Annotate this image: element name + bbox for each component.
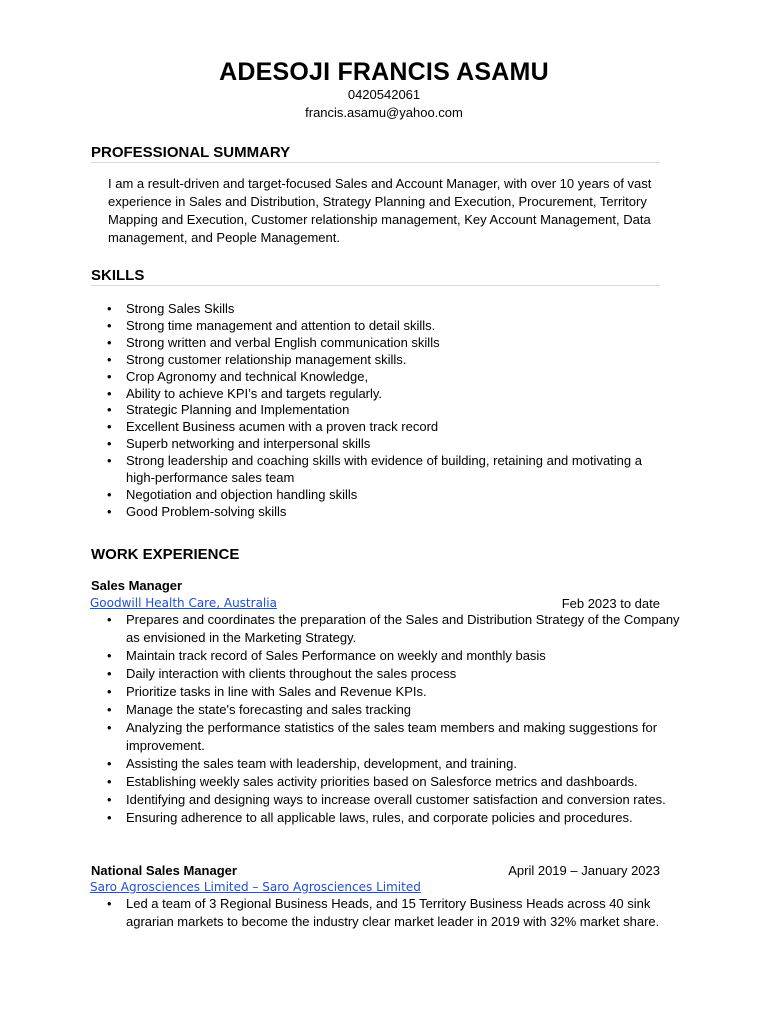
- skill-item: • Negotiation and objection handling skills: [107, 487, 667, 504]
- job-dates: April 2019 – January 2023: [508, 863, 660, 878]
- skill-item: • Good Problem-solving skills: [107, 504, 667, 521]
- summary-divider: [91, 162, 660, 163]
- skill-item: • Strong written and verbal English communication skills: [107, 335, 667, 352]
- email-address: francis.asamu@yahoo.com: [305, 105, 463, 120]
- duties-list: [107, 895, 672, 931]
- skill-item: • Crop Agronomy and technical Knowledge,: [107, 369, 667, 386]
- summary-heading: PROFESSIONAL SUMMARY: [91, 144, 291, 161]
- summary-line: management, and People Management.: [108, 230, 340, 245]
- duty-item: • Establishing weekly sales activity priorities based on Salesforce metrics and dashboards.: [107, 773, 682, 791]
- duty-item: • Manage the state's forecasting and sales tracking: [107, 701, 682, 719]
- job-title: Sales Manager: [91, 578, 183, 593]
- summary-line: Mapping and Execution, Customer relationship management, Key Account Management, Data: [108, 212, 651, 227]
- company-link[interactable]: Goodwill Health Care, Australia: [90, 596, 277, 610]
- skill-item: • Superb networking and interpersonal skills: [107, 436, 667, 453]
- phone-number: 0420542061: [347, 87, 421, 102]
- skill-item: • Strong customer relationship management skills.: [107, 352, 667, 369]
- skill-item: • Strategic Planning and Implementation: [107, 402, 667, 419]
- job-dates: Feb 2023 to date: [561, 596, 660, 611]
- duty-item: • Prepares and coordinates the preparation of the Sales and Distribution Strategy of the Company as envisioned in the Marketing Strategy.: [107, 611, 682, 647]
- summary-text: [108, 175, 668, 247]
- duty-item: • Assisting the sales team with leadership, development, and training.: [107, 755, 682, 773]
- duty-item: • Prioritize tasks in line with Sales and Revenue KPIs.: [107, 683, 682, 701]
- summary-line: experience in Sales and Distribution, Strategy Planning and Execution, Procurement, Territory: [108, 194, 647, 209]
- duty-item: • Daily interaction with clients throughout the sales process: [107, 665, 682, 683]
- experience-heading: WORK EXPERIENCE: [91, 546, 240, 563]
- summary-line: I am a result-driven and target-focused Sales and Account Manager, with over 10 years of vast: [108, 176, 652, 191]
- skills-divider: [91, 285, 660, 286]
- skill-item: • Strong leadership and coaching skills with evidence of building, retaining and motivating a high-performance sales team: [107, 453, 667, 487]
- job-title: National Sales Manager: [91, 863, 237, 878]
- skill-item: • Ability to achieve KPI’s and targets regularly.: [107, 386, 667, 403]
- company-link[interactable]: Saro Agrosciences Limited – Saro Agrosciences Limited: [90, 880, 421, 894]
- duty-item: • Ensuring adherence to all applicable laws, rules, and corporate policies and procedures.: [107, 809, 682, 827]
- skill-item: • Strong time management and attention to detail skills.: [107, 318, 667, 335]
- duties-list: [107, 611, 682, 827]
- duty-item: • Identifying and designing ways to increase overall customer satisfaction and conversion rates.: [107, 791, 682, 809]
- duty-item: • Led a team of 3 Regional Business Heads, and 15 Territory Business Heads across 40 sink agrarian markets to become the industry clear market leader in 2019 with 32% market share.: [107, 895, 672, 931]
- candidate-name: ADESOJI FRANCIS ASAMU: [219, 58, 549, 86]
- duty-item: • Analyzing the performance statistics of the sales team members and making suggestions for improvement.: [107, 719, 682, 755]
- skills-heading: SKILLS: [91, 267, 145, 284]
- skills-list: [107, 301, 667, 521]
- skill-item: • Excellent Business acumen with a proven track record: [107, 419, 667, 436]
- skill-item: • Strong Sales Skills: [107, 301, 667, 318]
- duty-item: • Maintain track record of Sales Performance on weekly and monthly basis: [107, 647, 682, 665]
